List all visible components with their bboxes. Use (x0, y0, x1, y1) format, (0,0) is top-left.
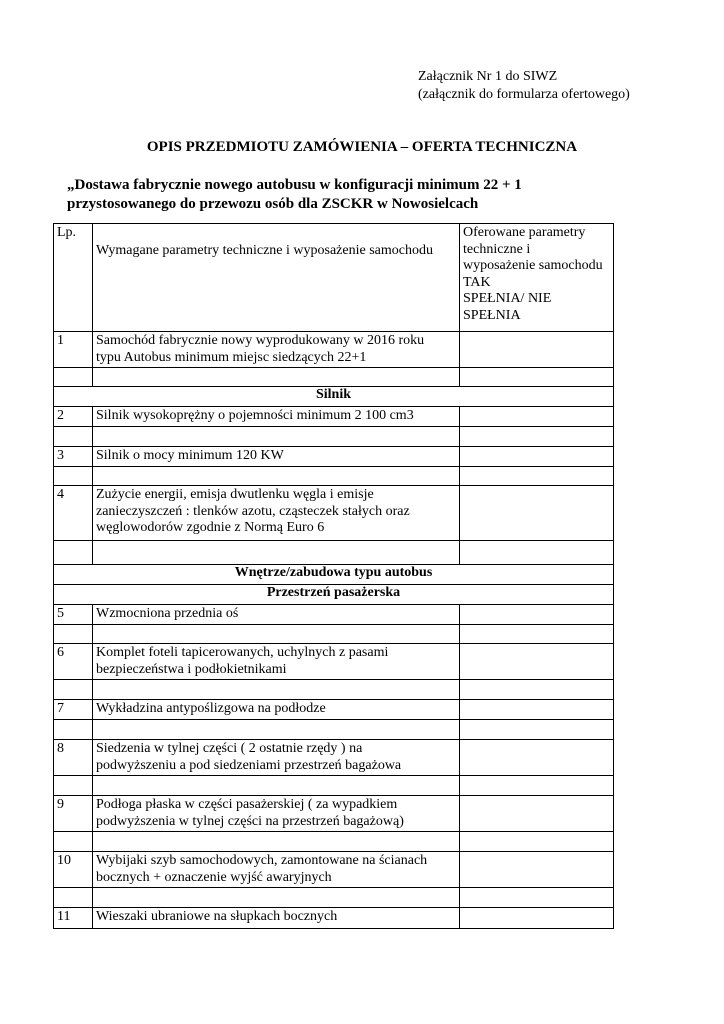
spacer-row (54, 427, 614, 447)
requirement-line: podwyższeniu a pod siedzeniami przestrzeń bagażowa (96, 757, 402, 773)
requirement-line: bocznych + oznaczenie wyjść awaryjnych (96, 869, 332, 885)
table-row (54, 486, 614, 541)
row-lp: 5 (54, 605, 93, 625)
row-offer-cell[interactable] (460, 796, 614, 832)
header-offer (460, 224, 614, 332)
row-offer-cell[interactable] (460, 644, 614, 680)
table-row (54, 740, 614, 776)
row-requirement (93, 740, 460, 776)
row-offer-cell[interactable] (460, 486, 614, 541)
spacer-row (54, 625, 614, 644)
requirement-line: Siedzenia w tylnej części ( 2 ostatnie rzędy ) na (96, 741, 363, 756)
spacer-row (54, 888, 614, 908)
spacer-row (54, 776, 614, 796)
row-offer-cell[interactable] (460, 908, 614, 929)
subject-line-2: przystosowanego do przewozu osób dla ZSCKR w Nowosielcach (67, 196, 479, 212)
requirement-line: Wykładzina antypoślizgowa na podłodze (96, 701, 326, 716)
spacer-row (54, 541, 614, 565)
section-row (54, 585, 614, 605)
table-row (54, 447, 614, 467)
row-offer-cell[interactable] (460, 700, 614, 720)
row-lp: 9 (54, 796, 93, 832)
spacer-row (54, 467, 614, 486)
row-offer-cell[interactable] (460, 407, 614, 427)
requirement-line: Silnik wysokoprężny o pojemności minimum 2 100 cm3 (96, 408, 414, 423)
header-offer-line: techniczne i (463, 241, 531, 257)
document-title: OPIS PRZEDMIOTU ZAMÓWIENIA – OFERTA TECHNICZNA (146, 139, 578, 155)
table-header-row (54, 224, 614, 332)
section-row (54, 565, 614, 585)
attachment-line-2: (załącznik do formularza ofertowego) (418, 87, 630, 102)
spec-table (53, 223, 614, 929)
row-offer-cell[interactable] (460, 332, 614, 368)
table-row (54, 407, 614, 427)
requirement-line: zanieczyszczeń : tlenków azotu, cząsteczek stałych oraz (96, 503, 410, 519)
requirement-line: Wzmocniona przednia oś (96, 606, 239, 621)
table-row (54, 332, 614, 368)
requirement-line: typu Autobus minimum miejsc siedzących 22+1 (96, 349, 367, 365)
table-row (54, 796, 614, 832)
spacer-row (54, 680, 614, 700)
requirement-line: Samochód fabrycznie nowy wyprodukowany w 2016 roku (96, 333, 425, 348)
row-requirement (93, 332, 460, 368)
row-lp: 6 (54, 644, 93, 680)
header-offer-line: SPEŁNIA (463, 307, 521, 323)
section-engine: Silnik (54, 387, 614, 407)
requirement-line: Komplet foteli tapicerowanych, uchylnych z pasami (96, 645, 389, 660)
attachment-line-1: Załącznik Nr 1 do SIWZ (418, 69, 558, 84)
row-requirement (93, 796, 460, 832)
section-interior: Wnętrze/zabudowa typu autobus (54, 565, 614, 585)
row-lp: 2 (54, 407, 93, 427)
header-offer-line: SPEŁNIA/ NIE (463, 291, 552, 306)
row-offer-cell[interactable] (460, 605, 614, 625)
requirement-line: podwyższenia w tylnej części na przestrzeń bagażową) (96, 813, 404, 829)
requirement-line: Podłoga płaska w części pasażerskiej ( za wypadkiem (96, 797, 398, 812)
row-requirement (93, 407, 460, 427)
row-requirement (93, 908, 460, 929)
requirement-line: Silnik o mocy minimum 120 KW (96, 448, 284, 463)
spacer-row (54, 720, 614, 740)
row-lp: 3 (54, 447, 93, 467)
table-row (54, 852, 614, 888)
header-offer-line: wyposażenie samochodu (463, 258, 603, 273)
section-row (54, 387, 614, 407)
table-row (54, 700, 614, 720)
subject-line-1: „Dostawa fabrycznie nowego autobusu w konfiguracji minimum 22 + 1 (67, 177, 522, 193)
row-offer-cell[interactable] (460, 852, 614, 888)
spacer-row (54, 832, 614, 852)
row-requirement (93, 605, 460, 625)
attachment-note (418, 68, 630, 104)
table-row (54, 644, 614, 680)
row-lp: 1 (54, 332, 93, 368)
row-offer-cell[interactable] (460, 447, 614, 467)
row-requirement (93, 447, 460, 467)
row-offer-cell[interactable] (460, 740, 614, 776)
subject-heading (67, 176, 627, 214)
requirement-line: bezpieczeństwa i podłokietnikami (96, 661, 287, 677)
requirement-line: węglowodorów zgodnie z Normą Euro 6 (96, 520, 325, 535)
requirement-line: Wieszaki ubraniowe na słupkach bocznych (96, 909, 338, 924)
section-passenger: Przestrzeń pasażerska (54, 585, 614, 605)
table-row (54, 908, 614, 929)
row-requirement (93, 486, 460, 541)
row-requirement (93, 700, 460, 720)
requirement-line: Wybijaki szyb samochodowych, zamontowane na ścianach (96, 853, 428, 868)
row-requirement (93, 644, 460, 680)
header-required-text: Wymagane parametry techniczne i wyposażenie samochodu (96, 243, 433, 258)
row-lp: 7 (54, 700, 93, 720)
row-lp: 4 (54, 486, 93, 541)
header-offer-line: Oferowane parametry (463, 225, 586, 240)
header-required (93, 224, 460, 332)
row-lp: 8 (54, 740, 93, 776)
requirement-line: Zużycie energii, emisja dwutlenku węgla i emisje (96, 487, 374, 502)
row-lp: 11 (54, 908, 93, 929)
spacer-row (54, 368, 614, 387)
header-lp: Lp. (54, 224, 93, 332)
table-row (54, 605, 614, 625)
row-lp: 10 (54, 852, 93, 888)
row-requirement (93, 852, 460, 888)
header-offer-line: TAK (463, 274, 491, 290)
